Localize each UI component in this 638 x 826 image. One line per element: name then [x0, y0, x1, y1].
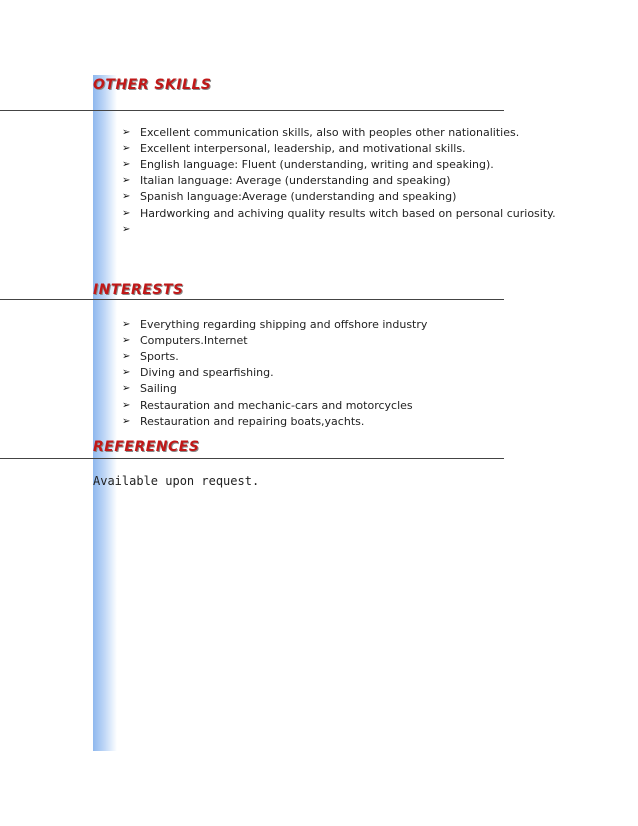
list-item — [122, 221, 556, 237]
list-item: ➢ Computers.Internet — [122, 333, 248, 347]
decorative-gradient-bar — [93, 75, 117, 751]
arrow-bullet-icon: ➢ — [122, 383, 131, 395]
arrow-bullet-icon: ➢ — [122, 158, 131, 170]
arrow-bullet-icon: ➢ — [122, 318, 131, 330]
arrow-bullet-icon: ➢ — [122, 399, 131, 411]
list-item: ➢ English language: Fluent (understanding, writing and speaking). — [122, 157, 494, 171]
arrow-bullet-icon: ➢ — [122, 350, 131, 362]
other-skills-divider — [0, 110, 504, 111]
list-item: ➢ Spanish language:Average (understanding and speaking) — [122, 190, 457, 204]
other-skills-list — [122, 124, 556, 237]
interests-list — [122, 316, 427, 429]
arrow-bullet-icon: ➢ — [122, 223, 131, 235]
list-item: ➢ Hardworking and achiving quality results witch based on personal curiosity. — [122, 206, 556, 220]
arrow-bullet-icon: ➢ — [122, 191, 131, 203]
list-item: ➢ Excellent interpersonal, leadership, and motivational skills. — [122, 141, 466, 155]
interests-heading: INTERESTS — [93, 282, 184, 298]
other-skills-heading: OTHER SKILLS — [93, 77, 212, 93]
interests-divider — [0, 299, 504, 300]
arrow-bullet-icon: ➢ — [122, 367, 131, 379]
arrow-bullet-icon: ➢ — [122, 142, 131, 154]
arrow-bullet-icon: ➢ — [122, 126, 131, 138]
list-item: ➢ Italian language: Average (understanding and speaking) — [122, 174, 451, 188]
list-item: ➢ Sailing — [122, 382, 177, 396]
list-item: ➢ Restauration and mechanic-cars and motorcycles — [122, 398, 413, 412]
list-item: ➢ Sports. — [122, 349, 179, 363]
list-item: ➢ Diving and spearfishing. — [122, 366, 274, 380]
references-divider — [0, 458, 504, 459]
references-heading: REFERENCES — [93, 439, 200, 455]
arrow-bullet-icon: ➢ — [122, 334, 131, 346]
list-item: ➢ Excellent communication skills, also with peoples other nationalities. — [122, 125, 520, 139]
list-item: ➢ Everything regarding shipping and offshore industry — [122, 317, 428, 331]
list-item: ➢ Restauration and repairing boats,yachts. — [122, 414, 365, 428]
references-text: Available upon request. — [93, 474, 260, 488]
arrow-bullet-icon: ➢ — [122, 415, 131, 427]
arrow-bullet-icon: ➢ — [122, 175, 131, 187]
arrow-bullet-icon: ➢ — [122, 207, 131, 219]
